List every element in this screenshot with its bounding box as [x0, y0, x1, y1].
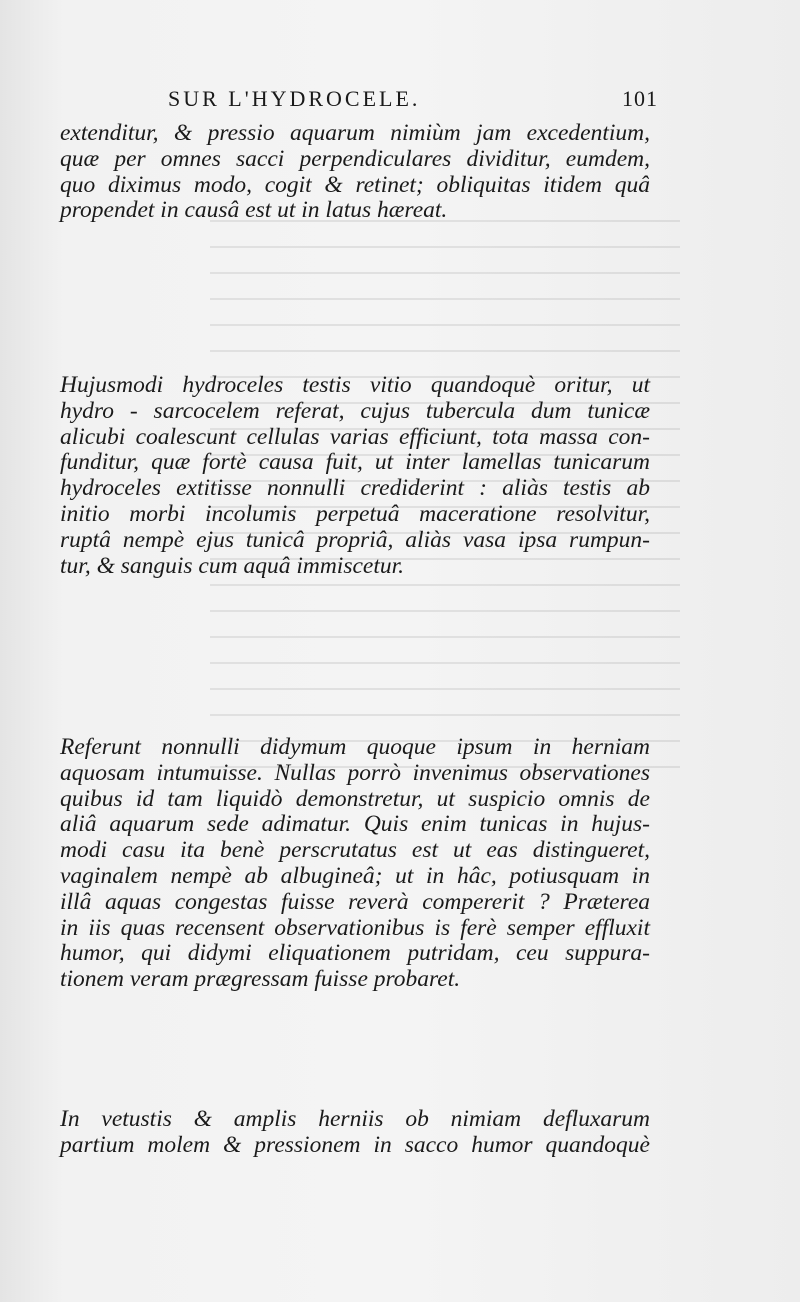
text-line: quibus id tam liquidò demonstretur, ut suspicio omnis de [60, 785, 650, 812]
text-line: illâ aquas congestas fuisse reverà compererit ? Præterea [60, 888, 650, 915]
text-line: In vetustis & amplis herniis ob nimiam defluxarum [60, 1106, 650, 1132]
paragraph-3 [60, 735, 650, 993]
text-line: hydroceles extitisse nonnulli crediderint : aliàs testis ab [60, 475, 650, 502]
text-line: ruptâ nempè ejus tunicâ propriâ, aliàs vasa ipsa rumpun- [60, 526, 650, 553]
text-line: in iis quas recensent observationibus is ferè semper effluxit [60, 914, 650, 941]
text-line: quo diximus modo, cogit & retinet; obliquitas itidem quâ [60, 171, 650, 198]
page-number: 101 [622, 86, 658, 111]
text-line: Referunt nonnulli didymum quoque ipsum in herniam [60, 734, 650, 760]
text-line: aquosam intumuisse. Nullas porrò invenimus observationes [60, 759, 650, 786]
text-line: quæ per omnes sacci perpendiculares dividitur, eumdem, [60, 145, 650, 172]
text-line: aliâ aquarum sede adimatur. Quis enim tunicas in hujus- [60, 811, 650, 838]
text-line: extenditur, & pressio aquarum nimiùm jam excedentium, [60, 120, 650, 146]
text-line: funditur, quæ fortè causa fuit, ut inter lamellas tunicarum [60, 449, 650, 476]
text-line: Hujusmodi hydroceles testis vitio quandoquè oritur, ut [60, 372, 650, 398]
page-header [168, 86, 658, 118]
text-line: hydro - sarcocelem referat, cujus tubercula dum tunicæ [60, 397, 650, 424]
text-line: alicubi coalescunt cellulas varias efficiunt, tota massa con- [60, 423, 650, 450]
text-line: vaginalem nempè ab albugineâ; ut in hâc, potiusquam in [60, 862, 650, 889]
text-line: humor, qui didymi eliquationem putridam, ceu suppura- [60, 940, 650, 967]
text-line: tur, & sanguis cum aquâ immiscetur. [60, 552, 405, 579]
paragraph-2 [60, 373, 650, 579]
text-line: partium molem & pressionem in sacco humor quandoquè [60, 1131, 650, 1158]
running-title: SUR L'HYDROCELE. [168, 86, 421, 111]
text-line: modi casu ita benè perscrutatus est ut eas distingueret, [60, 837, 650, 864]
text-line: propendet in causâ est ut in latus hæreat. [60, 197, 448, 224]
paragraph-4 [60, 1107, 650, 1159]
paragraph-1 [60, 121, 650, 224]
text-line: tionem veram prægressam fuisse probaret. [60, 966, 461, 993]
text-line: initio morbi incolumis perpetuâ maceratione resolvitur, [60, 500, 650, 527]
